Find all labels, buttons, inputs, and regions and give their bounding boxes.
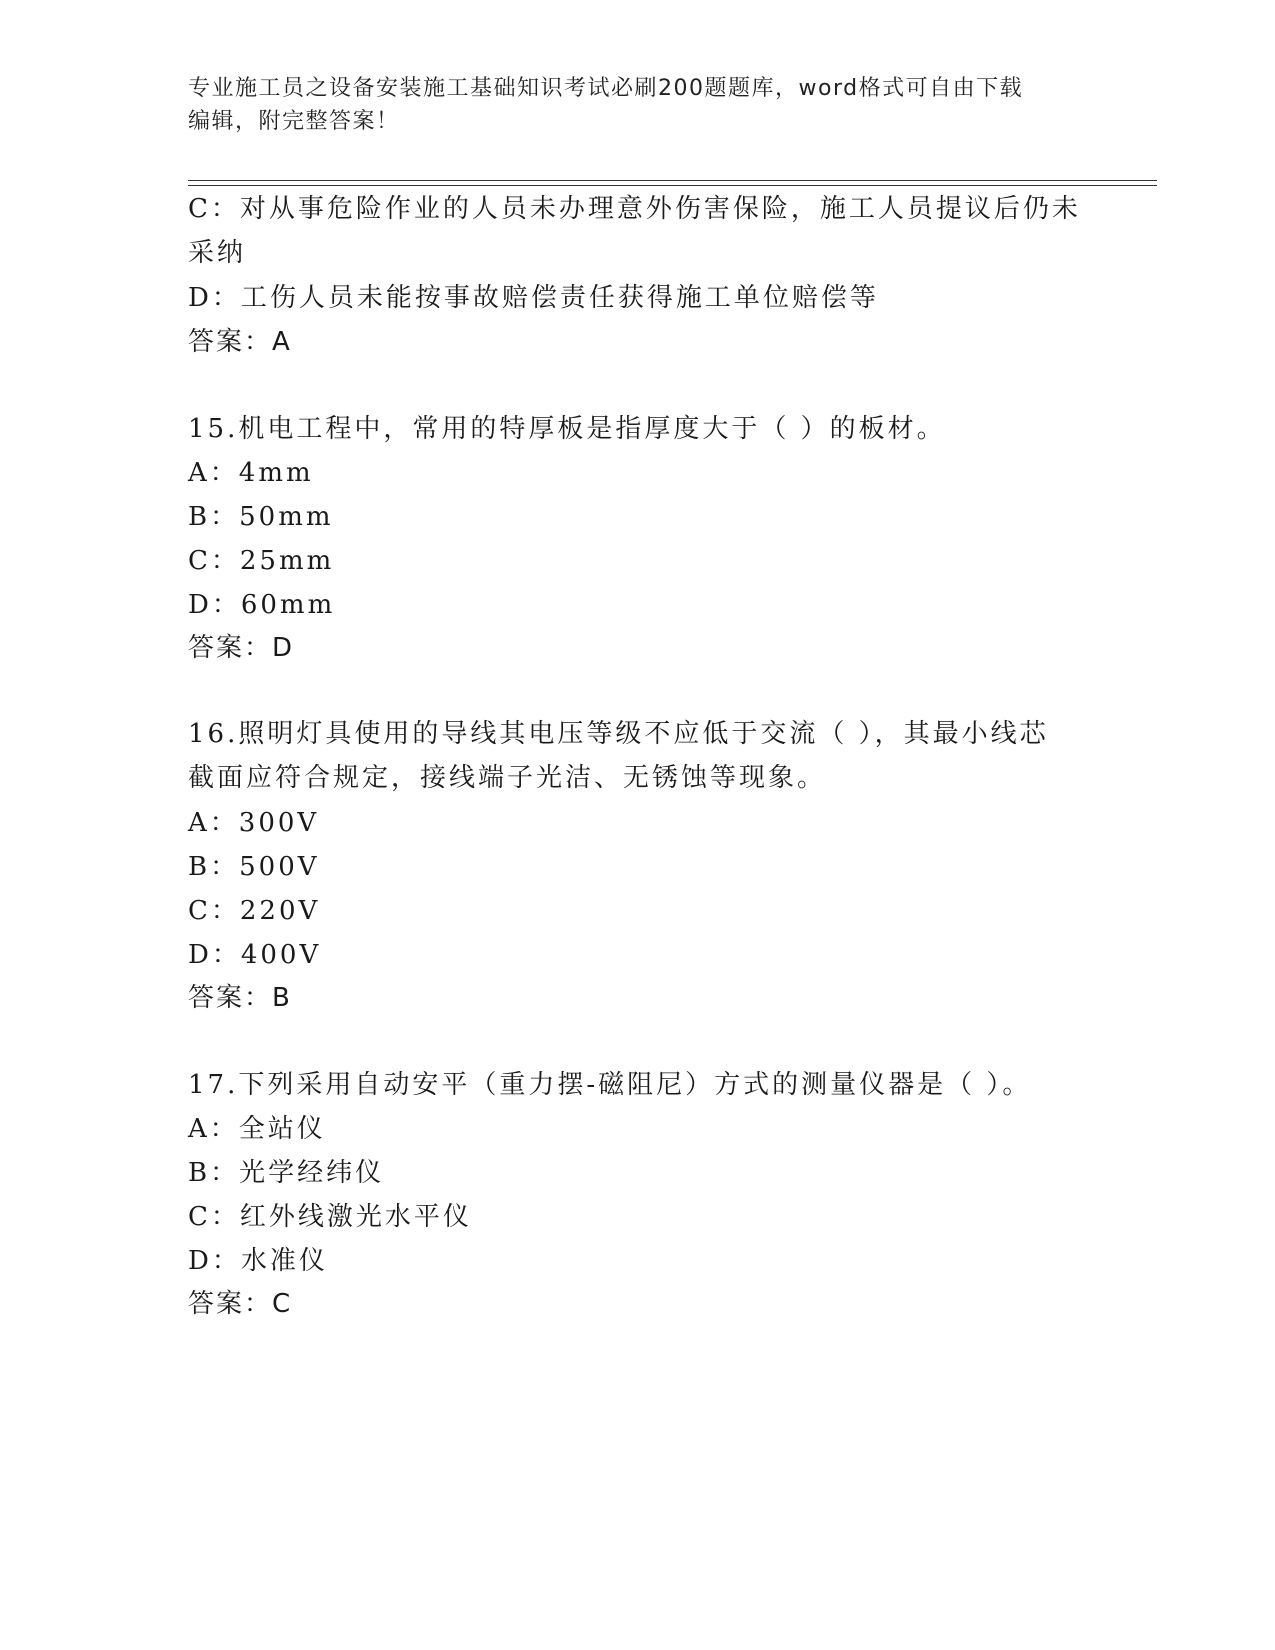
q15-option-c: C：25mm — [188, 546, 335, 576]
q17-option-d: D：水准仪 — [188, 1246, 328, 1276]
q17-option-a: A：全站仪 — [188, 1114, 326, 1144]
q15-option-b: B：50mm — [188, 502, 334, 532]
q16-option-a: A：300V — [188, 808, 320, 838]
header-title-line-1: 专业施工员之设备安装施工基础知识考试必刷200题题库，word格式可自由下载 — [188, 76, 1024, 101]
header-title-line-2: 编辑，附完整答案！ — [188, 109, 400, 134]
prev-answer: 答案：A — [188, 327, 292, 357]
document-header — [188, 72, 1068, 138]
q16-stem-line-2: 截面应符合规定，接线端子光洁、无锈蚀等现象。 — [188, 763, 827, 793]
q16-option-d: D：400V — [188, 940, 322, 970]
header-divider-top — [188, 180, 1157, 181]
prev-option-c-line-2: 采纳 — [188, 238, 247, 268]
q17-stem: 17.下列采用自动安平（重力摆-磁阻尼）方式的测量仪器是（ ）。 — [188, 1070, 1032, 1100]
q17-answer: 答案：C — [188, 1289, 293, 1319]
q16-option-b: B：500V — [188, 852, 320, 882]
prev-option-d: D：工伤人员未能按事故赔偿责任获得施工单位赔偿等 — [188, 283, 879, 313]
q17-option-b: B：光学经纬仪 — [188, 1158, 385, 1188]
header-divider-bottom — [188, 185, 1157, 186]
q15-answer: 答案：D — [188, 633, 295, 663]
q15-option-a: A：4mm — [188, 458, 314, 488]
q17-option-c: C：红外线激光水平仪 — [188, 1202, 472, 1232]
prev-option-c-line-1: C：对从事危险作业的人员未办理意外伤害保险，施工人员提议后仍未 — [188, 194, 1081, 224]
q16-stem-line-1: 16.照明灯具使用的导线其电压等级不应低于交流（ ），其最小线芯 — [188, 719, 1049, 749]
q16-answer: 答案：B — [188, 983, 292, 1013]
q15-option-d: D：60mm — [188, 590, 336, 620]
q16-option-c: C：220V — [188, 896, 321, 926]
q15-stem: 15.机电工程中，常用的特厚板是指厚度大于（ ）的板材。 — [188, 414, 946, 444]
